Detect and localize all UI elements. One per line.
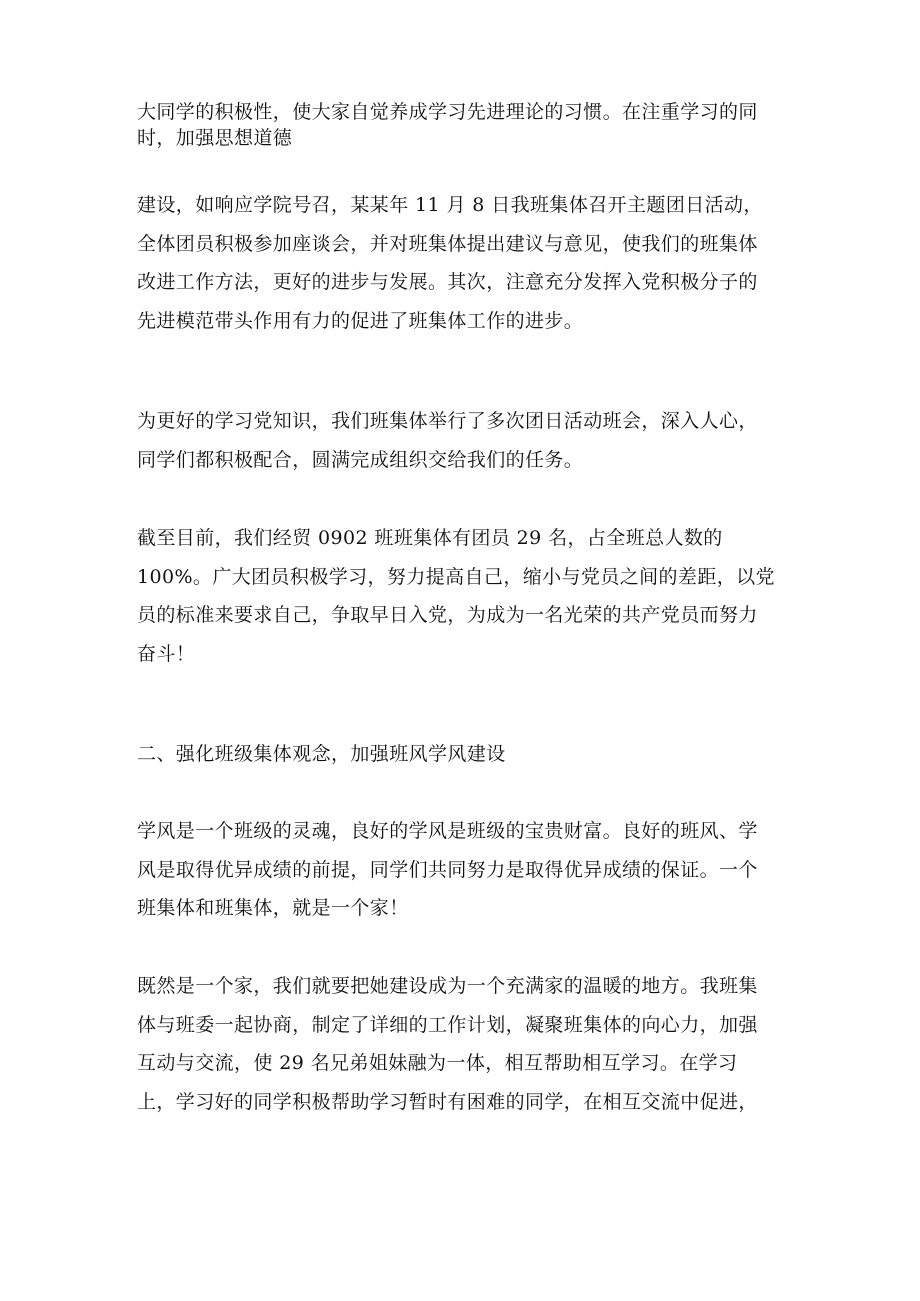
paragraph-line: 体与班委一起协商，制定了详细的工作计划，凝聚班集体的向心力，加强 [137, 1013, 758, 1036]
paragraph-line: 既然是一个家，我们就要把她建设成为一个充满家的温暖的地方。我班集 [137, 975, 758, 997]
paragraph-line: 班集体和班集体，就是一个家！ [137, 897, 409, 919]
paragraph-line: 时，加强思想道德 [137, 127, 293, 149]
paragraph-line: 建设，如响应学院号召，某某年 11 月 8 日我班集体召开主题团日活动， [137, 194, 763, 216]
paragraph-line: 改进工作方法，更好的进步与发展。其次，注意充分发挥入党积极分子的 [137, 271, 758, 293]
paragraph-line: 风是取得优异成绩的前提，同学们共同努力是取得优异成绩的保证。一个 [137, 858, 758, 881]
paragraph-6 [137, 967, 787, 1121]
paragraph-4 [137, 519, 787, 673]
paragraph-line: 为更好的学习党知识，我们班集体举行了多次团日活动班会，深入人心， [137, 410, 758, 432]
section-heading [137, 735, 787, 774]
paragraph-line: 互动与交流，使 29 名兄弟姐妹融为一体，相互帮助相互学习。在学习 [137, 1052, 738, 1074]
paragraph-line: 奋斗！ [137, 642, 196, 665]
heading-line: 二、强化班级集体观念，加强班风学风建设 [137, 743, 506, 765]
paragraph-line: 全体团员积极参加座谈会，并对班集体提出建议与意见，使我们的班集体 [137, 232, 758, 255]
paragraph-3 [137, 402, 787, 479]
paragraph-1 [137, 99, 787, 151]
paragraph-line: 上，学习好的同学积极帮助学习暂时有困难的同学，在相互交流中促进， [137, 1090, 758, 1113]
paragraph-line: 同学们都积极配合，圆满完成组织交给我们的任务。 [137, 448, 584, 471]
paragraph-line: 先进模范带头作用有力的促进了班集体工作的进步。 [137, 309, 584, 332]
paragraph-line: 100%。广大团员积极学习，努力提高自己，缩小与党员之间的差距，以党 [137, 565, 775, 588]
paragraph-5 [137, 812, 787, 928]
paragraph-line: 学风是一个班级的灵魂，良好的学风是班级的宝贵财富。良好的班风、学 [137, 820, 758, 842]
paragraph-line: 大同学的积极性，使大家自觉养成学习先进理论的习惯。在注重学习的同 [137, 101, 758, 123]
paragraph-2 [137, 186, 787, 340]
paragraph-line: 截至目前，我们经贸 0902 班班集体有团员 29 名，占全班总人数的 [137, 527, 723, 549]
paragraph-line: 员的标准来要求自己，争取早日入党，为成为一名光荣的共产党员而努力 [137, 604, 758, 626]
